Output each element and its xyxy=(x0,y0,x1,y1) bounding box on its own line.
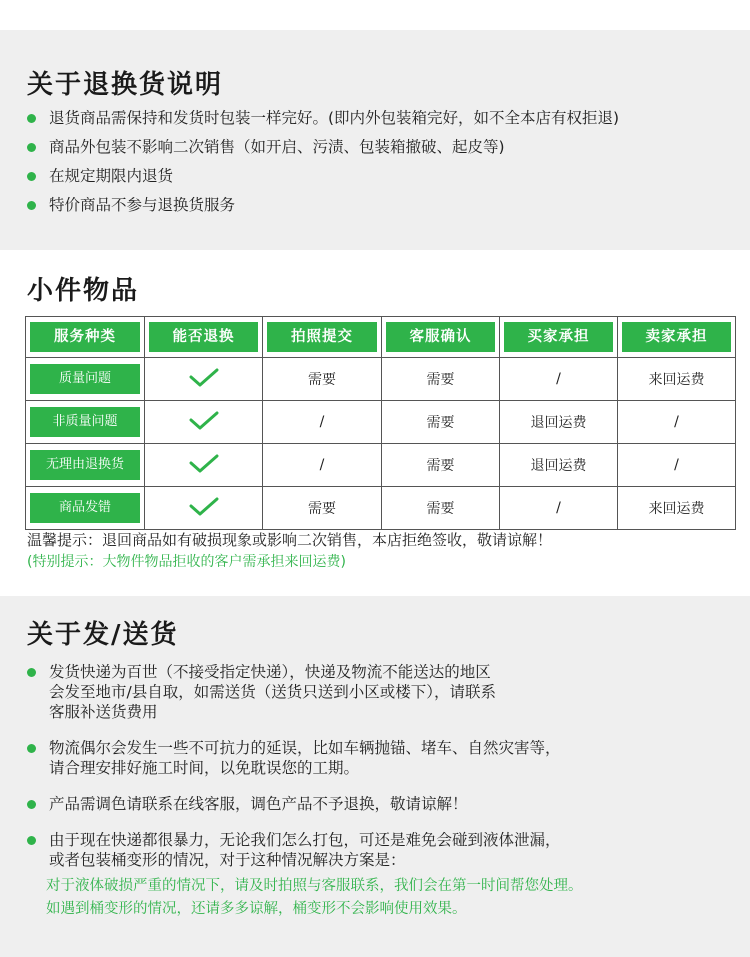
service-table xyxy=(25,316,736,530)
cell-buyer: 退回运费 xyxy=(500,401,618,444)
list-item: 物流偶尔会发生一些不可抗力的延误，比如车辆抛锚、堵车、自然灾害等， 请合理安排好施工时间，以免耽误您的工期。 xyxy=(27,738,583,778)
small-items-title: 小件物品 xyxy=(27,276,140,306)
row-type: 质量问题 xyxy=(30,364,140,394)
table-row xyxy=(26,401,736,444)
cell-photo: / xyxy=(263,444,382,487)
header-seller: 卖家承担 xyxy=(622,322,731,352)
shipping-section xyxy=(0,596,750,957)
list-item: 退货商品需保持和发货时包装一样完好。(即内外包装箱完好，如不全本店有权拒退) xyxy=(27,104,619,133)
list-item: 发货快递为百世（不接受指定快递），快递及物流不能送达的地区 会发至地市/县自取，如需送货（送货只送到小区或楼下），请联系 客服补送货费用 xyxy=(27,662,583,722)
list-item: 特价商品不参与退换货服务 xyxy=(27,191,619,220)
table-row xyxy=(26,487,736,530)
cell-buyer: 退回运费 xyxy=(500,444,618,487)
header-service-confirm: 客服确认 xyxy=(386,322,495,352)
check-icon xyxy=(189,410,219,430)
tips xyxy=(27,529,552,573)
cell-seller: / xyxy=(618,401,736,444)
cell-photo: 需要 xyxy=(263,487,382,530)
list-item: 在规定期限内退货 xyxy=(27,162,619,191)
bullet-dot-icon xyxy=(27,201,36,210)
header-service-type: 服务种类 xyxy=(30,322,140,352)
shipping-title: 关于发/送货 xyxy=(27,620,179,650)
cell-service: 需要 xyxy=(382,401,500,444)
bullet-dot-icon xyxy=(27,744,36,753)
solutions: 对于液体破损严重的情况下，请及时拍照与客服联系，我们会在第一时间帮您处理。 如遇到桶变形的情况，还请多多谅解，桶变形不会影响使用效果。 xyxy=(46,878,583,917)
cell-buyer: / xyxy=(500,487,618,530)
table-row xyxy=(26,444,736,487)
header-returnable: 能否退换 xyxy=(149,322,258,352)
row-type: 无理由退换货 xyxy=(30,450,140,480)
cell-service: 需要 xyxy=(382,487,500,530)
header-buyer: 买家承担 xyxy=(504,322,613,352)
list-item: 由于现在快递都很暴力，无论我们怎么打包，可还是难免会碰到液体泄漏， 或者包装桶变形的情况，对于这种情况解决方案是： 对于液体破损严重的情况下，请及时拍照与客服联系，我们会在第一时间帮您处理。 如遇到桶变形的情况，还请多多谅解，桶变形不会影响使用效果。 xyxy=(27,830,583,921)
cell-photo: / xyxy=(263,401,382,444)
row-type: 非质量问题 xyxy=(30,407,140,437)
cell-photo: 需要 xyxy=(263,358,382,401)
table-row xyxy=(26,358,736,401)
bullet-dot-icon xyxy=(27,114,36,123)
cell-seller: 来回运费 xyxy=(618,487,736,530)
shipping-list xyxy=(27,662,583,921)
list-item: 商品外包装不影响二次销售（如开启、污渍、包装箱撤破、起皮等) xyxy=(27,133,619,162)
table-header-row xyxy=(26,317,736,358)
cell-service: 需要 xyxy=(382,444,500,487)
bullet-dot-icon xyxy=(27,172,36,181)
check-icon xyxy=(189,496,219,516)
row-type: 商品发错 xyxy=(30,493,140,523)
list-item: 产品需调色请联系在线客服，调色产品不予退换，敬请谅解！ xyxy=(27,794,583,814)
cell-seller: 来回运费 xyxy=(618,358,736,401)
check-icon xyxy=(189,367,219,387)
return-policy-section xyxy=(0,30,750,250)
cell-seller: / xyxy=(618,444,736,487)
special-tip: (特别提示：大物件物品拒收的客户需承担来回运费) xyxy=(27,554,346,570)
warm-tip: 温馨提示：退回商品如有破损现象或影响二次销售，本店拒绝签收，敬请谅解！ xyxy=(27,531,553,549)
bullet-dot-icon xyxy=(27,143,36,152)
check-icon xyxy=(189,453,219,473)
bullet-dot-icon xyxy=(27,800,36,809)
return-policy-title: 关于退换货说明 xyxy=(27,70,224,100)
bullet-dot-icon xyxy=(27,836,36,845)
cell-buyer: / xyxy=(500,358,618,401)
bullet-dot-icon xyxy=(27,668,36,677)
header-photo: 拍照提交 xyxy=(267,322,377,352)
return-policy-list xyxy=(27,104,619,220)
cell-service: 需要 xyxy=(382,358,500,401)
